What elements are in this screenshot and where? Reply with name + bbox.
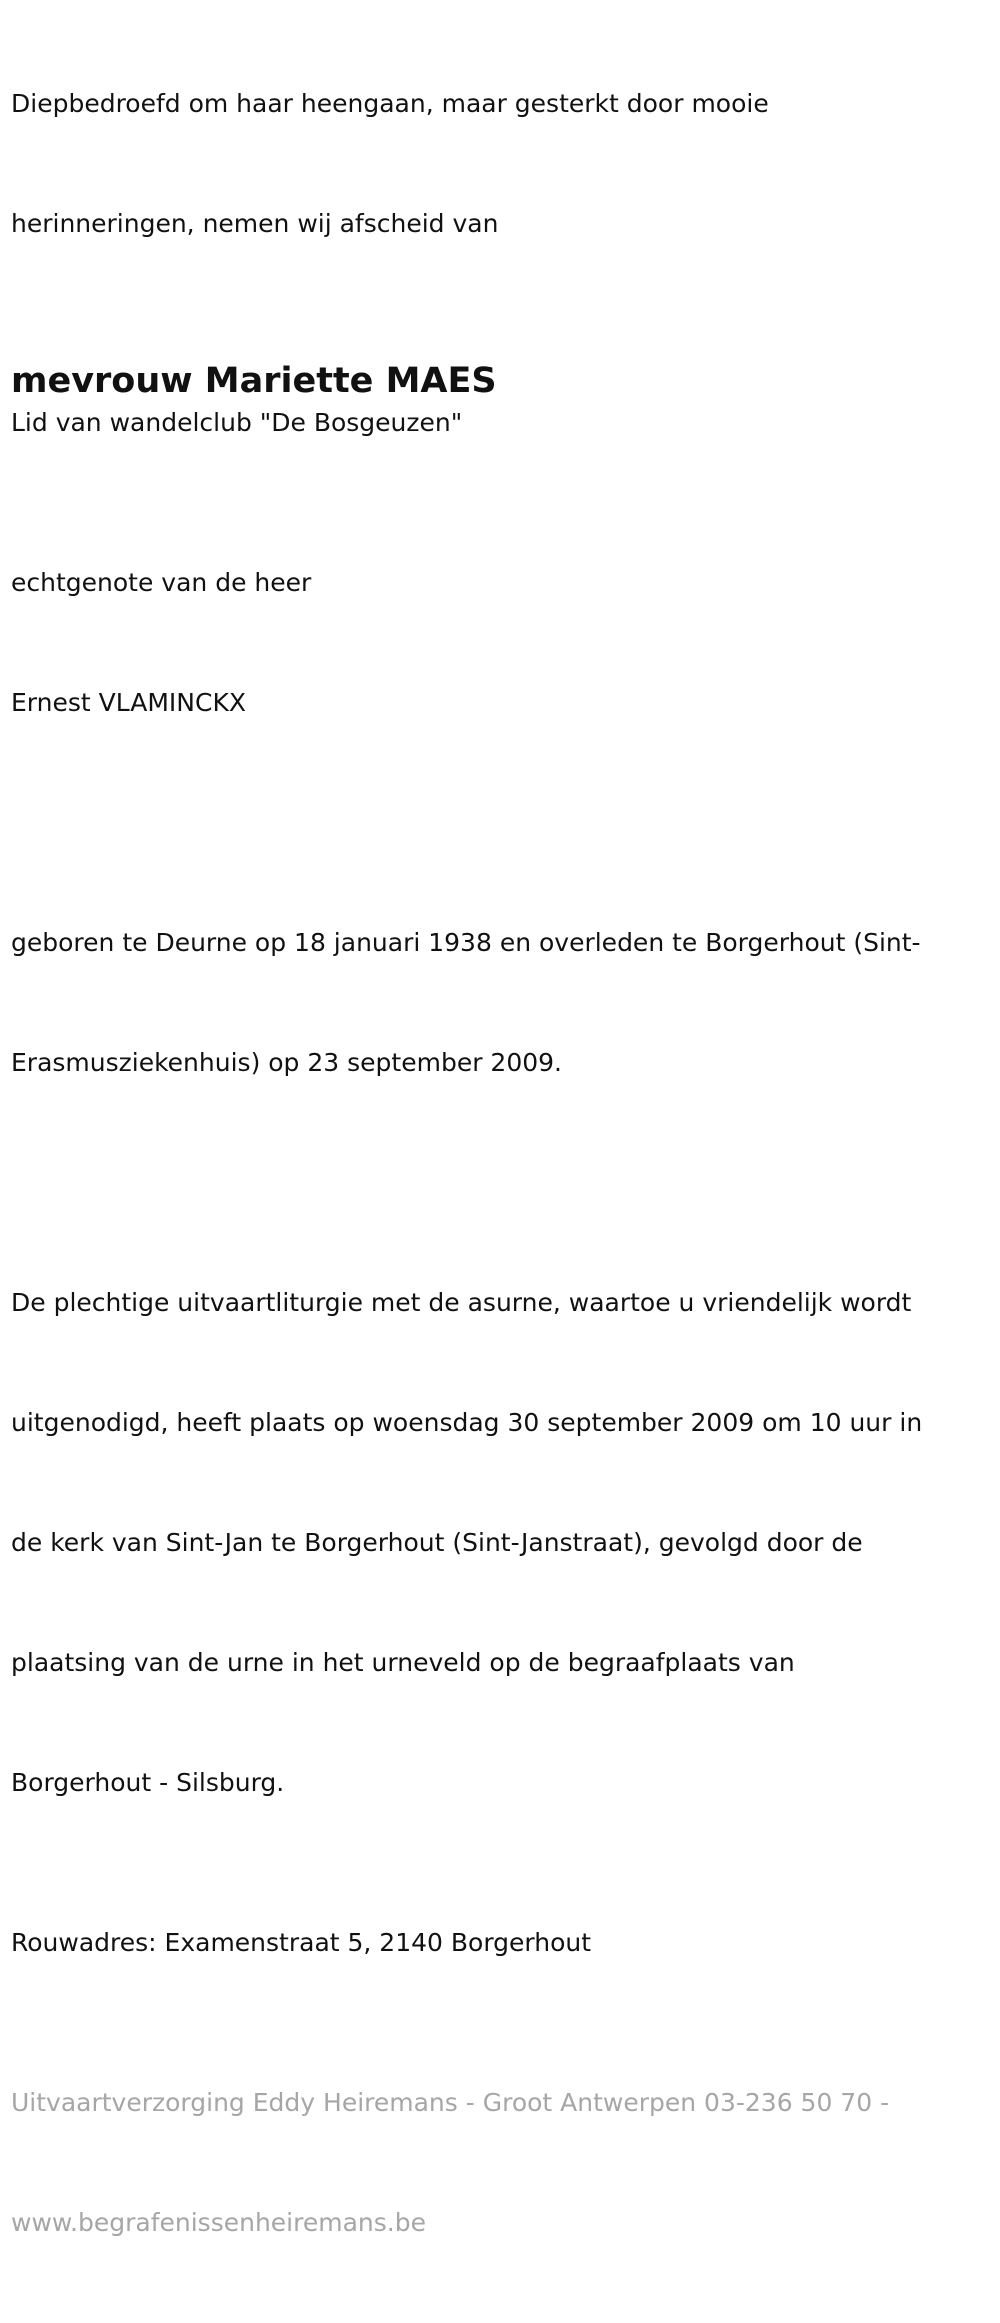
spouse-text [11, 483, 990, 803]
mourning-address: Rouwadres: Examenstraat 5, 2140 Borgerhout [11, 1928, 592, 1957]
life-dates-text [11, 843, 990, 1163]
ceremony-line-2: uitgenodigd, heeft plaats op woensdag 30 september 2009 om 10 uur in [11, 1408, 923, 1437]
footer-line-1: Uitvaartverzorging Eddy Heiremans - Groot Antwerpen 03-236 50 70 - [11, 2088, 890, 2117]
spouse-line-1: echtgenote van de heer [11, 568, 312, 597]
intro-text [11, 4, 990, 324]
deceased-name: mevrouw Mariette MAES [11, 361, 497, 401]
funeral-director-footer [11, 2003, 990, 2323]
ceremony-text [11, 1203, 990, 1883]
ceremony-line-5: Borgerhout - Silsburg. [11, 1768, 285, 1797]
ceremony-line-1: De plechtige uitvaartliturgie met de asurne, waartoe u vriendelijk wordt [11, 1288, 912, 1317]
ceremony-line-4: plaatsing van de urne in het urneveld op de begraafplaats van [11, 1648, 795, 1677]
life-line-2: Erasmusziekenhuis) op 23 september 2009. [11, 1048, 562, 1077]
membership-text: Lid van wandelclub "De Bosgeuzen" [11, 408, 463, 437]
footer-website-link[interactable]: www.begrafenissenheiremans.be [11, 2208, 426, 2237]
intro-line-1: Diepbedroefd om haar heengaan, maar gesterkt door mooie [11, 89, 769, 118]
intro-line-2: herinneringen, nemen wij afscheid van [11, 209, 499, 238]
spouse-name: Ernest VLAMINCKX [11, 688, 246, 717]
ceremony-line-3: de kerk van Sint-Jan te Borgerhout (Sint-Janstraat), gevolgd door de [11, 1528, 863, 1557]
life-line-1: geboren te Deurne op 18 januari 1938 en overleden te Borgerhout (Sint- [11, 928, 921, 957]
